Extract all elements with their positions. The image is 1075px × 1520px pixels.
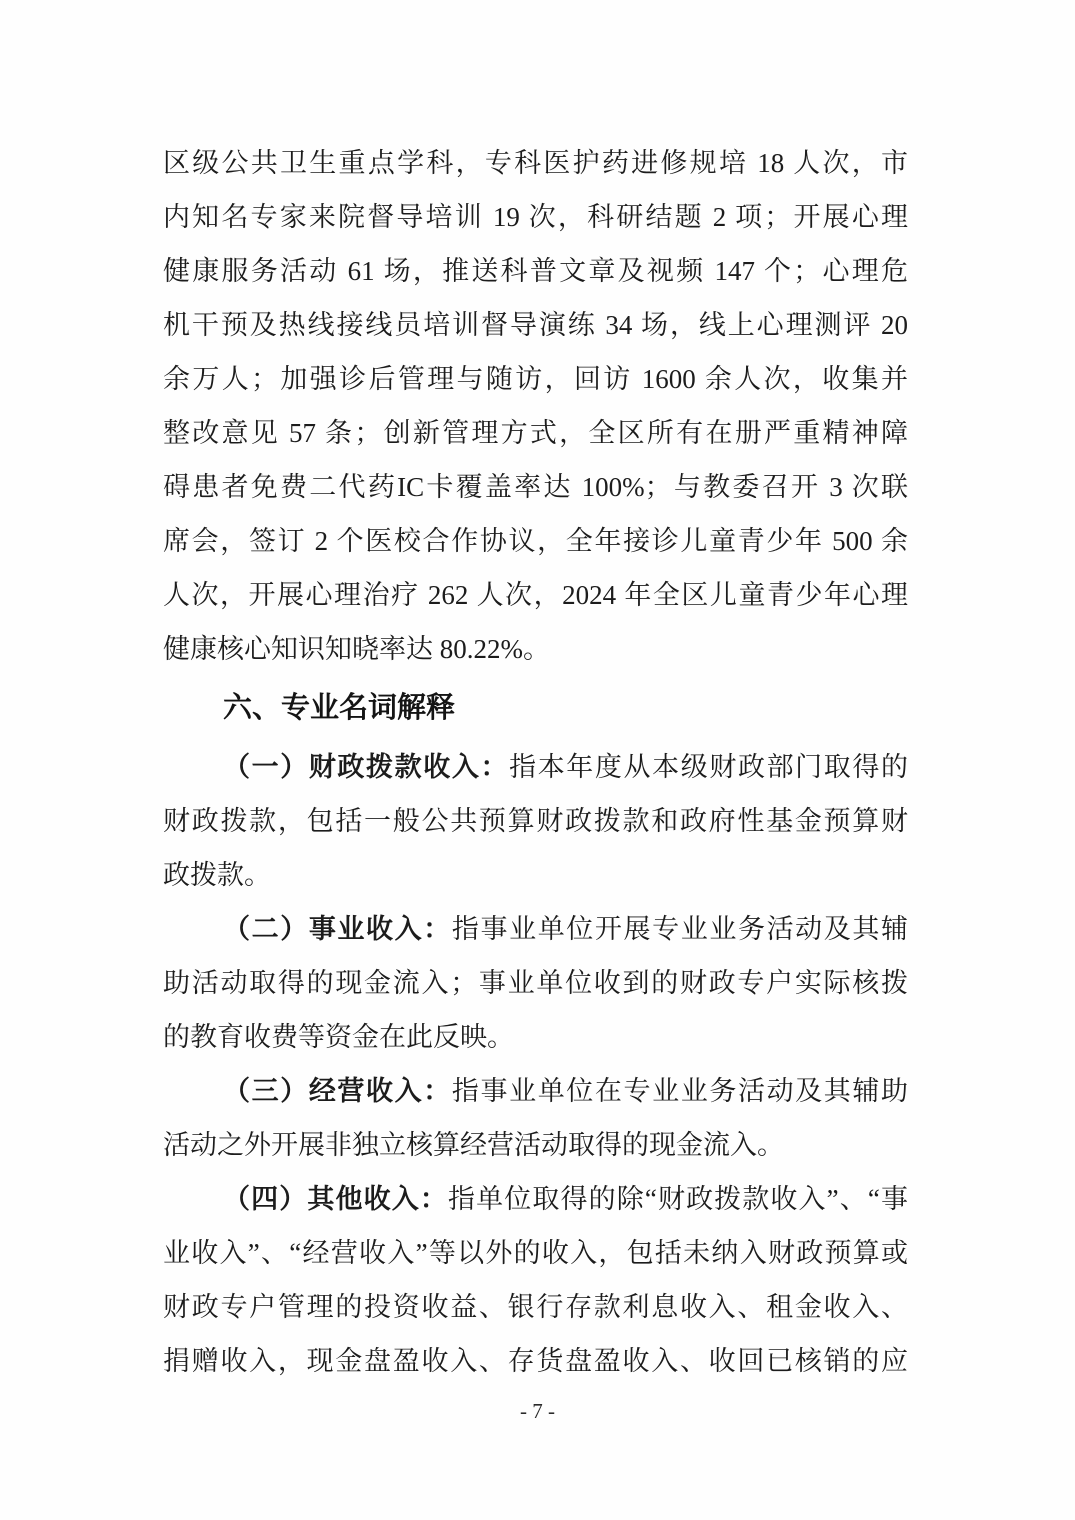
definition-line: 捐赠收入，现金盘盈收入、存货盘盈收入、收回已核销的应	[163, 1346, 908, 1376]
definition-line: 活动之外开展非独立核算经营活动取得的现金流入。	[163, 1130, 784, 1160]
body-line: 整改意见 57 条；创新管理方式，全区所有在册严重精神障	[163, 418, 908, 448]
section-heading: 六、专业名词解释	[223, 692, 456, 724]
definition-term: （一）财政拨款收入：	[223, 752, 510, 782]
body-line: 健康核心知识知晓率达 80.22%。	[163, 634, 550, 664]
definition-first-line	[163, 902, 908, 956]
body-line: 区级公共卫生重点学科，专科医护药进修规培 18 人次，市	[163, 148, 908, 178]
definition-first-line	[163, 1064, 908, 1118]
definition-line: 政拨款。	[163, 860, 271, 890]
body-line: 人次，开展心理治疗 262 人次，2024 年全区儿童青少年心理	[163, 580, 908, 610]
definition-lead-text: 指本年度从本级财政部门取得的	[509, 752, 908, 782]
definition-lead-text: 指事业单位在专业业务活动及其辅助	[451, 1076, 908, 1106]
definition-line: 财政拨款，包括一般公共预算财政拨款和政府性基金预算财	[163, 806, 908, 836]
document-body	[163, 136, 908, 1388]
definition-line: 的教育收费等资金在此反映。	[163, 1022, 514, 1052]
definition-lead-text: 指事业单位开展专业业务活动及其辅	[451, 914, 908, 944]
body-line: 席会，签订 2 个医校合作协议，全年接诊儿童青少年 500 余	[163, 526, 908, 556]
definition-line: 业收入”、“经营收入”等以外的收入，包括未纳入财政预算或	[163, 1238, 908, 1268]
definition-line: 助活动取得的现金流入；事业单位收到的财政专户实际核拨	[163, 968, 908, 998]
definition-first-line	[163, 740, 908, 794]
definition-lead-text: 指单位取得的除“财政拨款收入”、“事	[447, 1184, 908, 1214]
definition-line: 财政专户管理的投资收益、银行存款利息收入、租金收入、	[163, 1292, 908, 1322]
page-number: - 7 -	[520, 1399, 555, 1423]
body-line: 健康服务活动 61 场，推送科普文章及视频 147 个；心理危	[163, 256, 908, 286]
body-line: 内知名专家来院督导培训 19 次，科研结题 2 项；开展心理	[163, 202, 908, 232]
body-line: 机干预及热线接线员培训督导演练 34 场，线上心理测评 20	[163, 310, 908, 340]
body-line: 碍患者免费二代药IC卡覆盖率达 100%；与教委召开 3 次联	[163, 472, 908, 502]
definition-first-line	[163, 1172, 908, 1226]
body-line: 余万人；加强诊后管理与随访，回访 1600 余人次，收集并	[163, 364, 908, 394]
definition-term: （三）经营收入：	[223, 1076, 452, 1106]
definition-term: （二）事业收入：	[223, 914, 452, 944]
definition-term: （四）其他收入：	[223, 1184, 448, 1214]
